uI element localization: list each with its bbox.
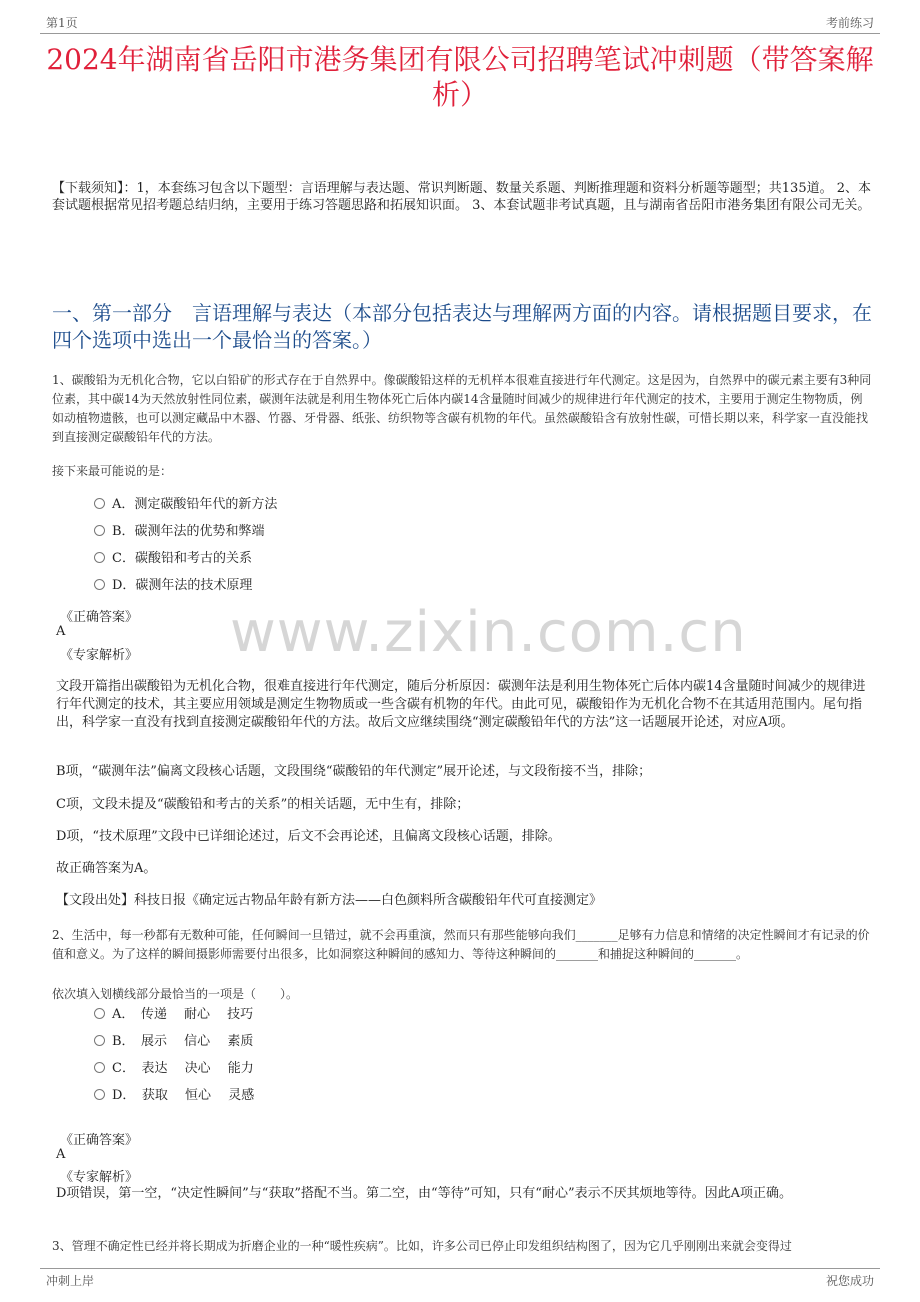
- question-1-option-d[interactable]: D．碳测年法的技术原理: [94, 576, 252, 596]
- header-label: 考前练习: [825, 16, 874, 30]
- question-1-conclusion: 故正确答案为A。: [56, 861, 157, 876]
- radio-icon[interactable]: [94, 1062, 105, 1073]
- question-2-option-d[interactable]: D． 获取 恒心 灵感: [94, 1086, 254, 1106]
- question-2-prompt: 依次填入划横线部分最恰当的一项是（ ）。: [52, 987, 299, 1001]
- question-2-text: 2、生活中，每一秒都有无数种可能，任何瞬间一旦错过，就不会再重演，然而只有那些能够向我们_______足够有力信息和情绪的决定性瞬间才有记录的价值和意义。为了这样的瞬间摄影师需要付出很多，比如洞察这种瞬间的感知力、等待这种瞬间的_______和捕捉这种瞬间的_______。: [52, 928, 870, 961]
- question-2-answer-label: 《正确答案》: [60, 1133, 139, 1148]
- question-1-prompt: 接下来最可能说的是：: [52, 464, 173, 478]
- header-divider: [40, 33, 880, 34]
- question-1-analysis-para: B项，“碳测年法”偏离文段核心话题，文段围绕“碳酸铅的年代测定”展开论述，与文段衔接不当，排除；: [56, 764, 652, 779]
- radio-icon[interactable]: [94, 579, 105, 590]
- question-1-analysis-para: 文段开篇指出碳酸铅为无机化合物，很难直接进行年代测定，随后分析原因：碳测年法是利用生物体死亡后体内碳14含量随时间减少的规律进行年代测定的技术，其主要应用领域是测定生物物质或一些含碳有机物的年代。由此可见，碳酸铅作为无机化合物不在其适用范围内。尾句指出，科学家一直没有找到直接测定碳酸铅年代的方法。故后文应继续围绕“测定碳酸铅年代的方法”这一话题展开论述，对应A项。: [56, 679, 866, 730]
- question-1-option-a[interactable]: A．测定碳酸铅年代的新方法: [94, 495, 277, 515]
- question-1-option-c[interactable]: C．碳酸铅和考古的关系: [94, 549, 252, 569]
- radio-icon[interactable]: [94, 552, 105, 563]
- question-2-answer: A: [56, 1147, 66, 1162]
- question-1-answer-label: 《正确答案》: [60, 610, 139, 625]
- page-number: 第1页: [46, 16, 78, 30]
- question-2-analysis-label: 《专家解析》: [60, 1170, 139, 1185]
- question-1-answer: A: [56, 624, 66, 639]
- question-1-analysis-para: C项，文段未提及“碳酸铅和考古的关系”的相关话题，无中生有，排除；: [56, 797, 470, 812]
- radio-icon[interactable]: [94, 1035, 105, 1046]
- footer-divider: [40, 1268, 880, 1269]
- watermark: www.zixin.com.cn: [230, 600, 747, 665]
- footer-left: 冲刺上岸: [46, 1274, 95, 1288]
- radio-icon[interactable]: [94, 525, 105, 536]
- question-1-analysis-para: D项，“技术原理”文段中已详细论述过，后文不会再论述，且偏离文段核心话题，排除。: [56, 829, 561, 844]
- question-2-analysis: D项错误，第一空，“决定性瞬间”与“获取”搭配不当。第二空，由“等待”可知，只有“耐心”表示不厌其烦地等待。因此A项正确。: [56, 1186, 792, 1201]
- question-2-option-b[interactable]: B． 展示 信心 素质: [94, 1032, 253, 1052]
- question-1-text: 1、碳酸铅为无机化合物，它以白铅矿的形式存在于自然界中。像碳酸铅这样的无机样本很难直接进行年代测定。这是因为，自然界中的碳元素主要有3种同位素，其中碳14为天然放射性同位素，碳测年法就是利用生物体死亡后体内碳14含量随时间减少的规律进行年代测定的技术，主要用于测定生物物质，例如动植物遗骸，也可以测定藏品中木器、竹器、牙骨器、纸张、纺织物等含碳有机物的年代。虽然碳酸铅含有放射性碳，可惜长期以来，科学家一直没能找到直接测定碳酸铅年代的方法。: [52, 373, 872, 444]
- footer-right: 祝您成功: [825, 1274, 874, 1288]
- question-2-option-a[interactable]: A． 传递 耐心 技巧: [94, 1005, 253, 1025]
- page-header: [40, 14, 880, 32]
- radio-icon[interactable]: [94, 1008, 105, 1019]
- question-3-text: 3、管理不确定性已经并将长期成为折磨企业的一种“暖性疾病”。比如，许多公司已停止印发组织结构图了，因为它几乎刚刚出来就会变得过: [52, 1239, 792, 1253]
- download-note: 【下载须知】：1，本套练习包含以下题型：言语理解与表达题、常识判断题、数量关系题、判断推理题和资料分析题等题型；共135道。 2、本套试题根据常见招考题总结归纳，主要用于练习答题思路和拓展知识面。 3、本套试题非考试真题，且与湖南省岳阳市港务集团有限公司无关。: [52, 181, 871, 213]
- radio-icon[interactable]: [94, 498, 105, 509]
- radio-icon[interactable]: [94, 1089, 105, 1100]
- section-heading: 一、第一部分 言语理解与表达（本部分包括表达与理解两方面的内容。请根据题目要求，在四个选项中选出一个最恰当的答案。）: [52, 301, 872, 352]
- question-1-option-b[interactable]: B．碳测年法的优势和弊端: [94, 522, 265, 542]
- document-title: 2024年湖南省岳阳市港务集团有限公司招聘笔试冲刺题（带答案解析）: [46, 43, 874, 111]
- question-1-source: 【文段出处】科技日报《确定远古物品年龄有新方法——白色颜料所含碳酸铅年代可直接测定》: [56, 893, 603, 908]
- question-2-option-c[interactable]: C． 表达 决心 能力: [94, 1059, 254, 1079]
- question-1-analysis-label: 《专家解析》: [60, 648, 139, 663]
